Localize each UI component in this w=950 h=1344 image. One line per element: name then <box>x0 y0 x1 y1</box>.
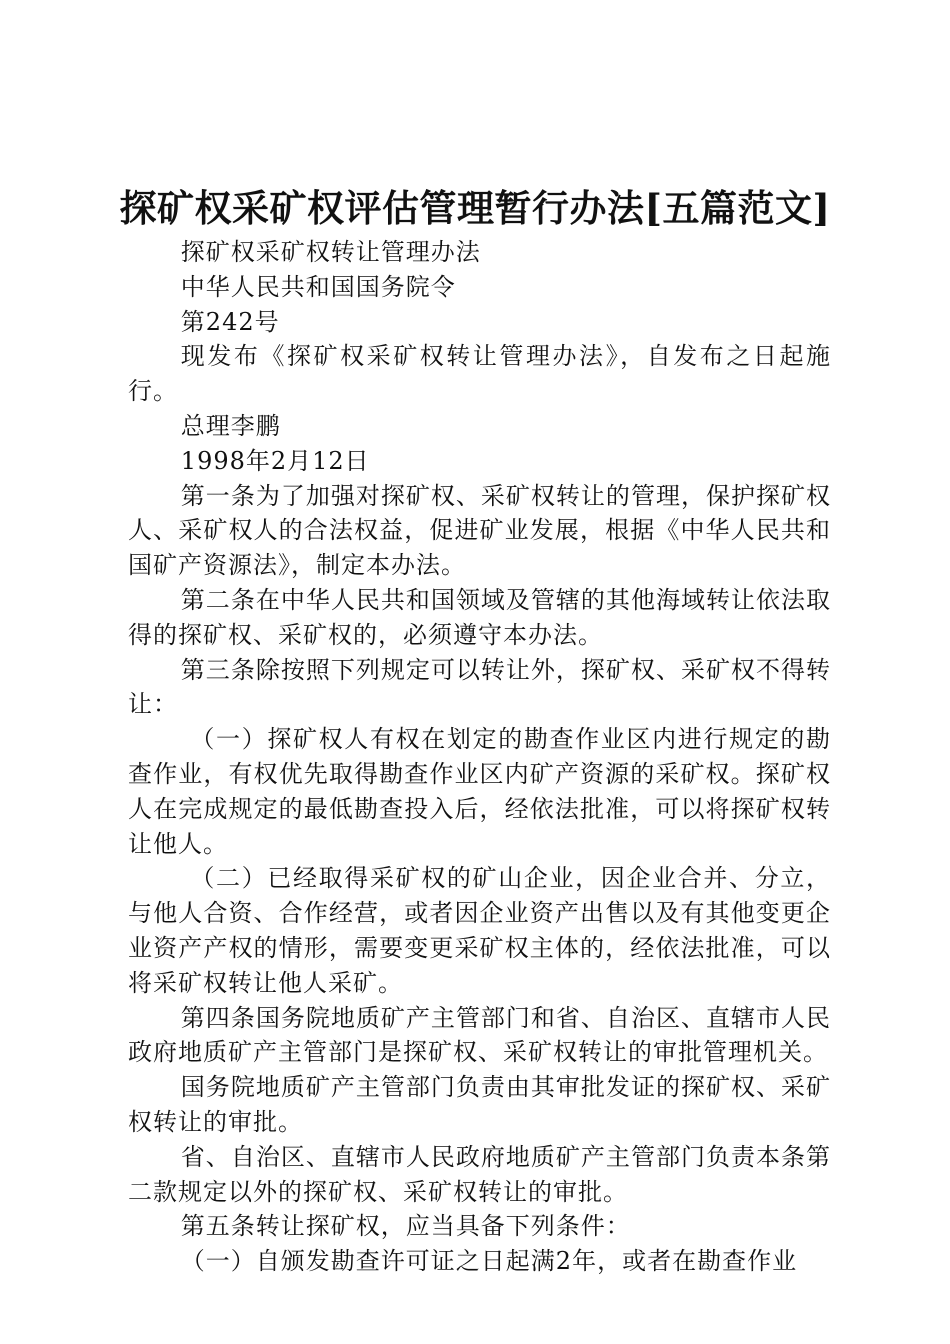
paragraph-article-1: 第一条为了加强对探矿权、采矿权转让的管理，保护探矿权人、采矿权人的合法权益，促进矿业发展，根据《中华人民共和国矿产资源法》，制定本办法。 <box>128 481 831 580</box>
paragraph-date: 1998年2月12日 <box>180 446 370 475</box>
paragraph-article-3-item-2: （二）已经取得采矿权的矿山企业，因企业合并、分立，与他人合资、合作经营，或者因企业资产出售以及有其他变更企业资产产权的情形，需要变更采矿权主体的，经依法批准，可以将采矿权转让他人采矿。 <box>128 864 831 997</box>
paragraph-article-4-clause-2: 国务院地质矿产主管部门负责由其审批发证的探矿权、采矿权转让的审批。 <box>128 1073 831 1136</box>
paragraph-issuer: 中华人民共和国国务院令 <box>180 272 456 301</box>
paragraph-subtitle: 探矿权采矿权转让管理办法 <box>180 238 481 266</box>
paragraph-article-3-item-1: （一）探矿权人有权在划定的勘查作业区内进行规定的勘查作业，有权优先取得勘查作业区内矿产资源的采矿权。探矿权人在完成规定的最低勘查投入后，经依法批准，可以将探矿权转让他人。 <box>128 725 831 858</box>
paragraph-signatory: 总理李鹏 <box>180 411 281 440</box>
document-body <box>128 235 831 1279</box>
paragraph-article-3: 第三条除按照下列规定可以转让外，探矿权、采矿权不得转让： <box>128 655 831 719</box>
document-title: 探矿权采矿权评估管理暂行办法[五篇范文] <box>119 186 831 230</box>
paragraph-article-4: 第四条国务院地质矿产主管部门和省、自治区、直辖市人民政府地质矿产主管部门是探矿权、采矿权转让的审批管理机关。 <box>128 1003 831 1067</box>
paragraph-announcement: 现发布《探矿权采矿权转让管理办法》，自发布之日起施行。 <box>128 342 831 406</box>
paragraph-article-5: 第五条转让探矿权，应当具备下列条件： <box>180 1212 631 1241</box>
paragraph-order-number: 第242号 <box>180 307 280 336</box>
paragraph-article-4-clause-3: 省、自治区、直辖市人民政府地质矿产主管部门负责本条第二款规定以外的探矿权、采矿权转让的审批。 <box>128 1142 831 1206</box>
paragraph-article-5-item-1: （一）自颁发勘查许可证之日起满2年，或者在勘查作业 <box>180 1247 798 1276</box>
paragraph-article-2: 第二条在中华人民共和国领域及管辖的其他海域转让依法取得的探矿权、采矿权的，必须遵守本办法。 <box>128 585 831 649</box>
